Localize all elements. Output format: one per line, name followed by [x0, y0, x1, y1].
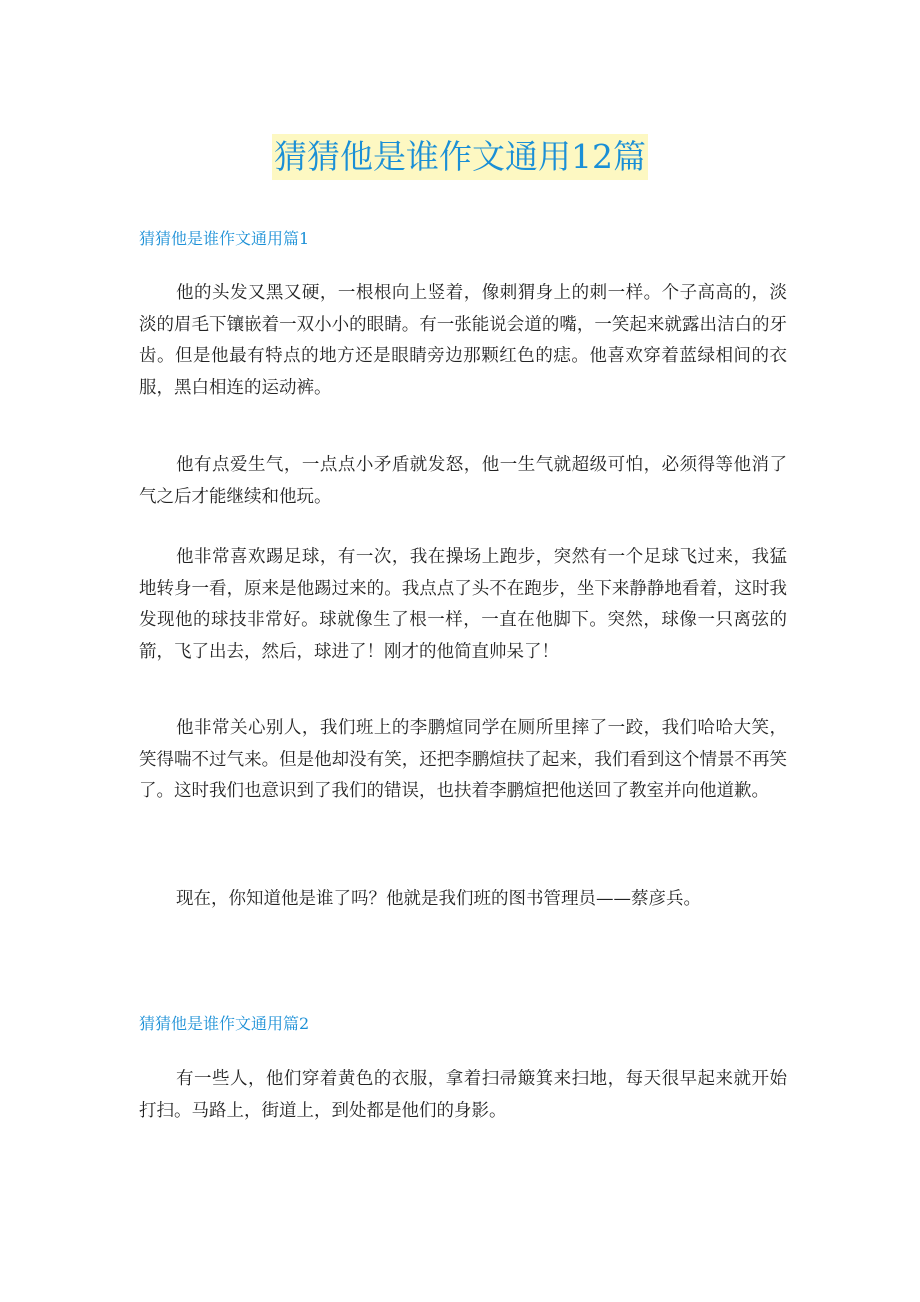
section-heading-1: 猜猜他是谁作文通用篇1	[139, 229, 310, 248]
section-1-paragraph-2: 他有点爱生气，一点点小矛盾就发怒，他一生气就超级可怕，必须得等他消了气之后才能继续和他玩。	[139, 455, 787, 507]
section-1-paragraph-3: 他非常喜欢踢足球，有一次，我在操场上跑步，突然有一个足球飞过来，我猛地转身一看，原来是他踢过来的。我点点了头不在跑步，坐下来静静地看着，这时我发现他的球技非常好。球就像生了根一样，一直在他脚下。突然，球像一只离弦的箭，飞了出去，然后，球进了！刚才的他简直帅呆了！	[139, 547, 787, 662]
section-2-paragraph-1: 有一些人，他们穿着黄色的衣服，拿着扫帚簸箕来扫地，每天很早起来就开始打扫。马路上，街道上，到处都是他们的身影。	[139, 1069, 787, 1121]
section-1-paragraph-1: 他的头发又黑又硬，一根根向上竖着，像刺猬身上的刺一样。个子高高的，淡淡的眉毛下镶嵌着一双小小的眼睛。有一张能说会道的嘴，一笑起来就露出洁白的牙齿。但是他最有特点的地方还是眼睛旁边那颗红色的痣。他喜欢穿着蓝绿相间的衣服，黑白相连的运动裤。	[139, 283, 787, 398]
section-1-paragraph-4: 他非常关心别人，我们班上的李鹏煊同学在厕所里摔了一跤，我们哈哈大笑，笑得喘不过气来。但是他却没有笑，还把李鹏煊扶了起来，我们看到这个情景不再笑了。这时我们也意识到了我们的错误，也扶着李鹏煊把他送回了教室并向他道歉。	[139, 718, 787, 801]
title-container	[0, 134, 920, 180]
section-1-paragraph-5: 现在，你知道他是谁了吗？他就是我们班的图书管理员——蔡彦兵。	[176, 889, 701, 909]
section-heading-2: 猜猜他是谁作文通用篇2	[139, 1014, 310, 1033]
document-title: 猜猜他是谁作文通用12篇	[272, 134, 648, 180]
